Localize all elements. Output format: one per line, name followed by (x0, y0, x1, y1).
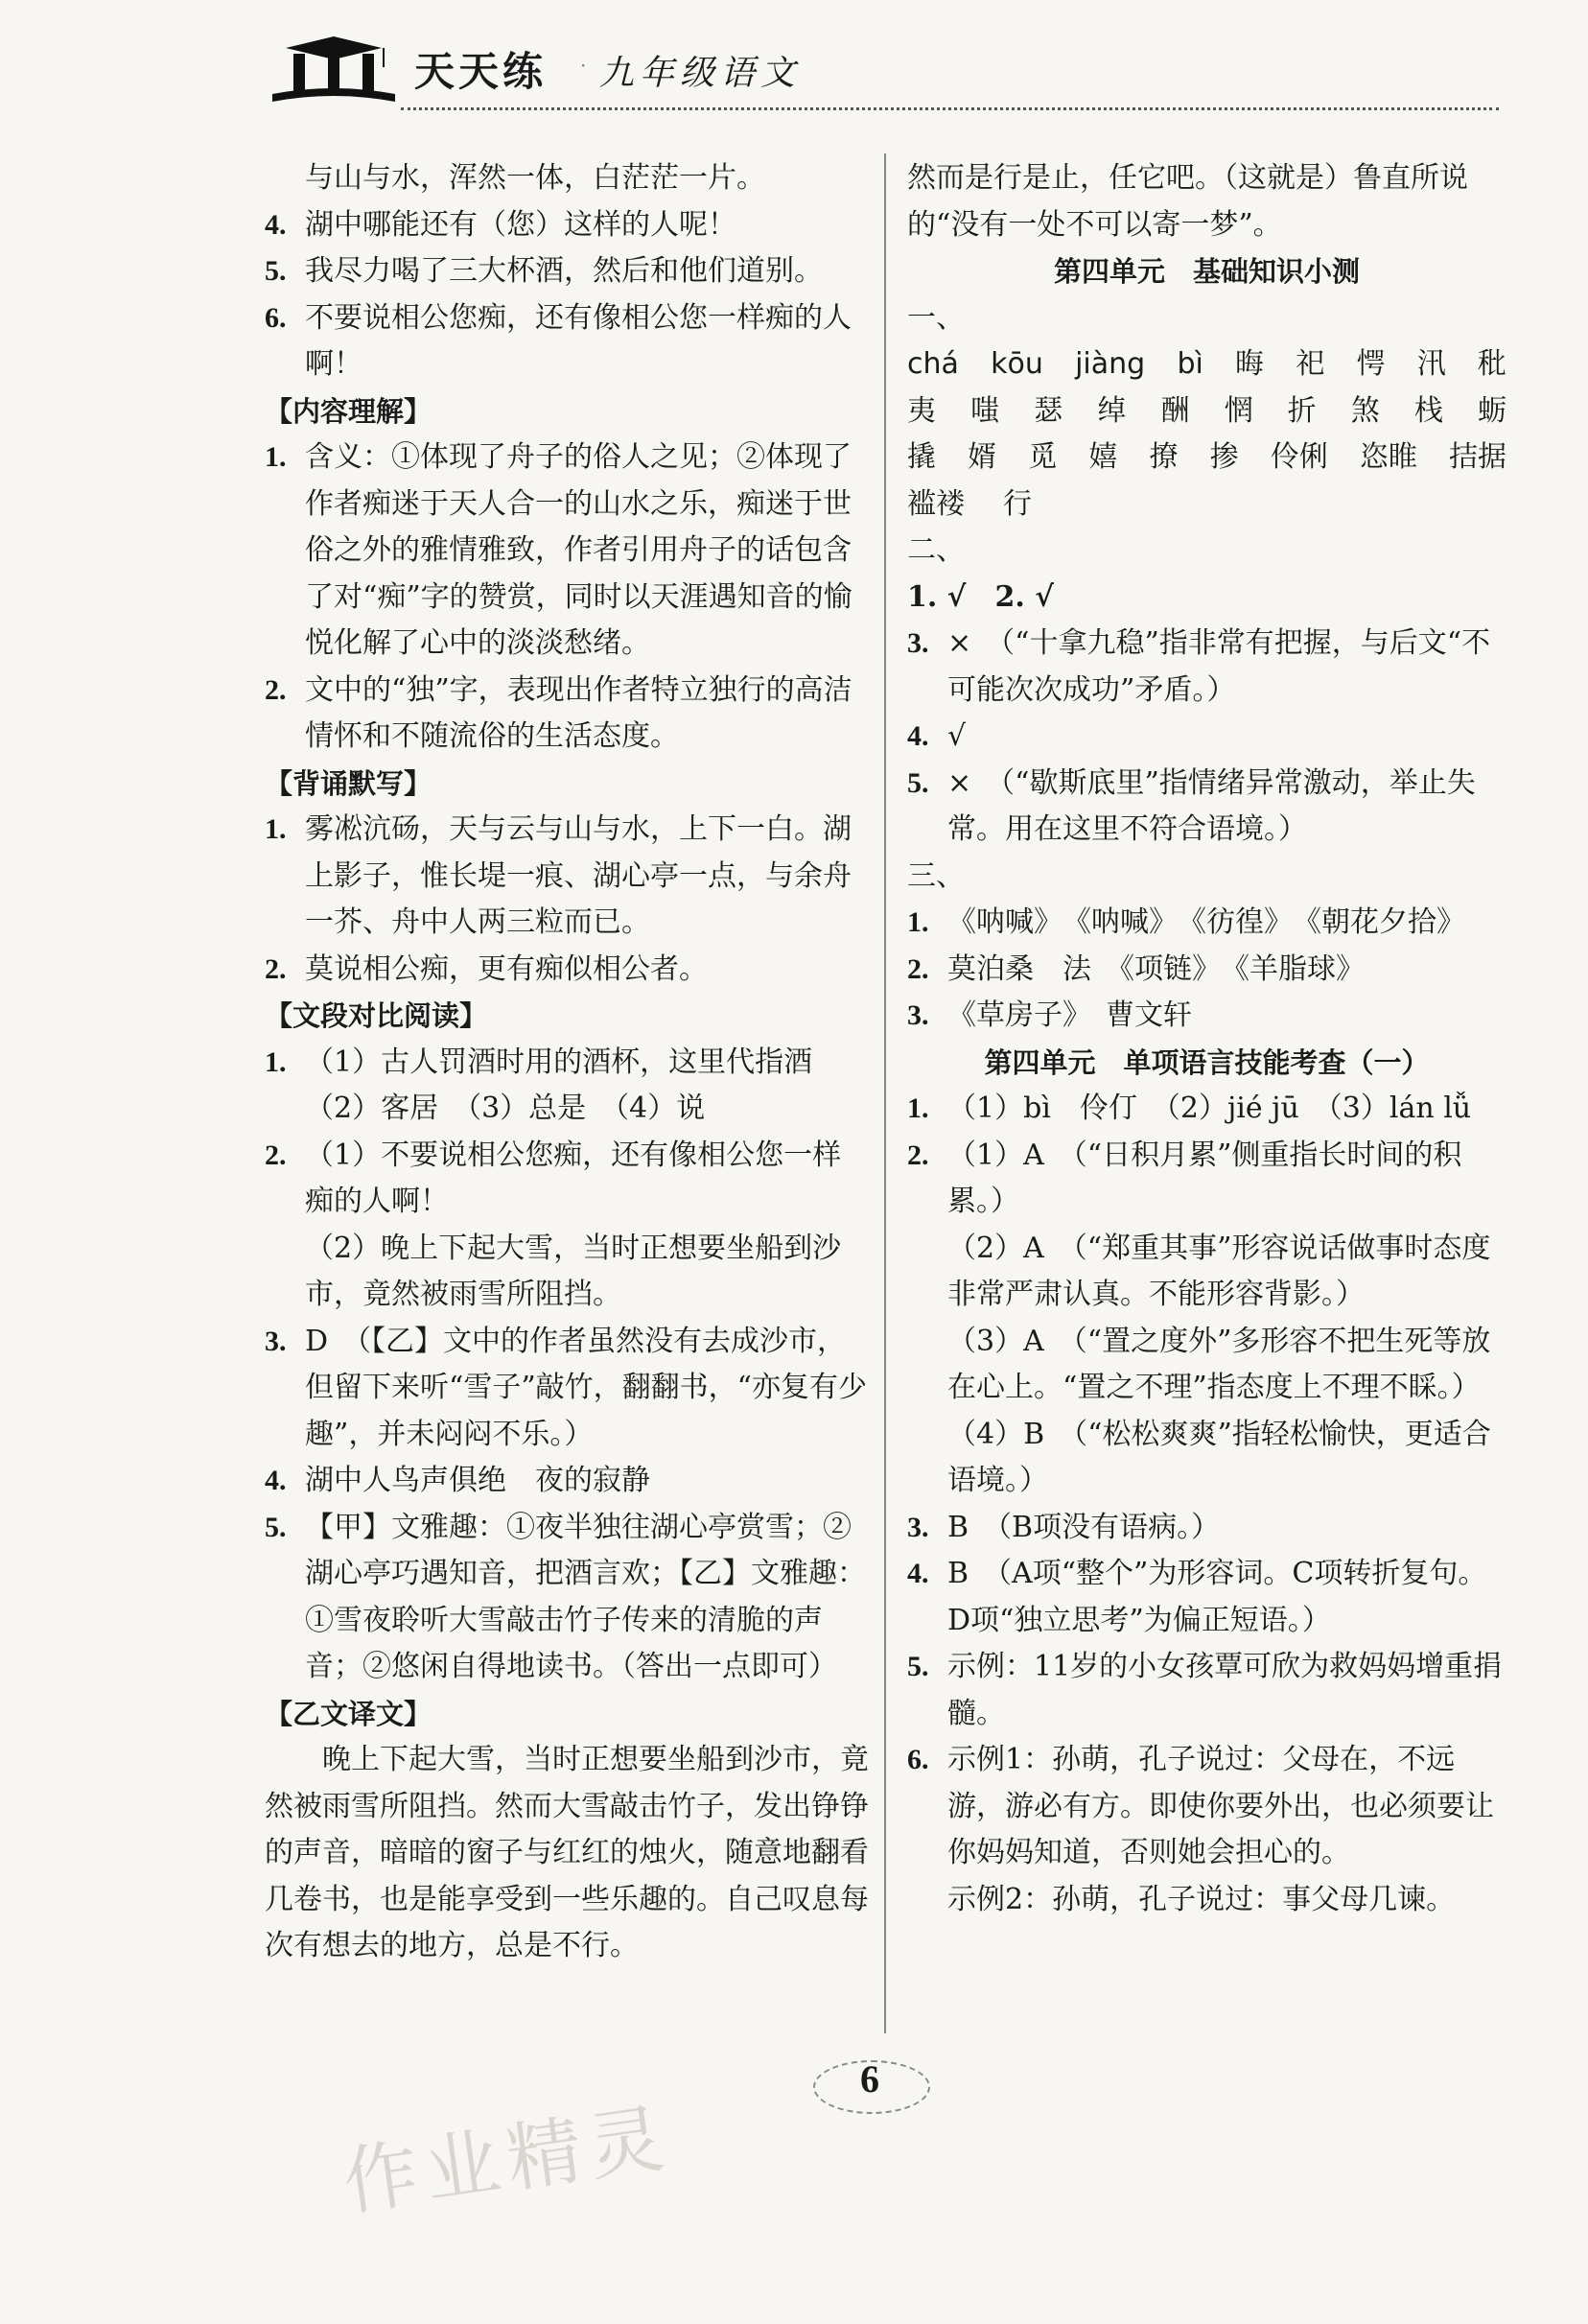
grid-cell: 拮据 (1449, 440, 1506, 474)
grid-cell: 秕 (1477, 347, 1506, 381)
grid-cell: chá (907, 347, 959, 381)
answer-item: 3. D （【乙】文中的作者虽然没有去成沙市，但留下来听“雪子”敲竹，翻翻书，“亦复有少趣”，并未闷闷不乐。） (265, 1324, 868, 1451)
grid-row (907, 388, 1506, 435)
watermark: 作业精灵 (338, 2095, 677, 2227)
grid-cell: 婿 (968, 440, 997, 474)
section-heading: 【内容理解】 (265, 394, 432, 428)
grid-cell: 愕 (1356, 347, 1386, 381)
part-label: 三、 (907, 858, 965, 893)
character-grid (907, 341, 1506, 528)
answer-item: 1. 含义：①体现了舟子的俗人之见；②体现了作者痴迷于天人合一的山水之乐，痴迷于世俗之外的雅情雅致，作者引用舟子的话包含了对“痴”字的赞赏，同时以天涯遇知音的愉悦化解了心中的淡淡愁绪。 (265, 440, 852, 660)
answer-item: 1. （1）bì 伶仃 （2）jié jū （3）lán lǚ (907, 1092, 1472, 1125)
grid-cell: kōu (991, 347, 1043, 381)
grid-cell: 掺 (1209, 440, 1239, 474)
answer-item: 3. B （B项没有语病。） (907, 1510, 1221, 1544)
answer-item: 5. × （“歇斯底里”指情绪异常激动，举止失常。用在这里不符合语境。） (907, 765, 1476, 846)
section-heading: 【背诵默写】 (265, 766, 432, 800)
grid-row (907, 341, 1506, 388)
grid-cell: 晦 (1235, 347, 1265, 381)
answer-continuation: 示例2：孙萌，孔子说过：事父母几谏。 (947, 1882, 1456, 1916)
answer-item: 4. B （A项“整个”为形容词。C项转折复句。D项“独立思考”为偏正短语。） (907, 1557, 1487, 1637)
grid-cell: bì (1177, 347, 1203, 381)
answer-item: 2. （1）A （“日积月累”侧重指长时间的积累。） (907, 1138, 1462, 1218)
answer-item: 3. 《草房子》 曹文轩 (907, 998, 1192, 1032)
grid-cell: jiàng (1075, 347, 1146, 381)
answer-item: 2. 莫泊桑 法 《项链》 《羊脂球》 (907, 951, 1365, 986)
answer-item: 4. √ (907, 719, 967, 753)
answer-continuation: （3）A （“置之度外”多形容不把生死等放在心上。“置之不理”指态度上不理不睬。） (947, 1324, 1491, 1404)
grid-cell: 夷 (907, 393, 936, 428)
grid-row (907, 434, 1506, 481)
answer-item: 3. × （“十拿九稳”指非常有把握，与后文“不可能次次成功”矛盾。） (907, 626, 1491, 707)
page-number: 6 (860, 2057, 879, 2101)
grid-cell: 折 (1287, 393, 1317, 428)
translation-paragraph: 晚上下起大雪，当时正想要坐船到沙市，竟然被雨雪所阻挡。然而大雪敲击竹子，发出铮铮的声音，暗暗的窗子与红红的烛火，随意地翻看几卷书，也是能享受到一些乐趣的。自己叹息每次有想去的地方，总是不行。 (265, 1743, 869, 1962)
page-number-badge (813, 2053, 928, 2120)
answer-item: 1. 《呐喊》 《呐喊》 《彷徨》 《朝花夕拾》 (907, 905, 1465, 939)
grid-cell: 煞 (1350, 393, 1380, 428)
grid-cell: 嗤 (970, 393, 1000, 428)
part-label: 一、 (907, 300, 965, 335)
answer-item: 2. 莫说相公痴，更有痴似相公者。 (265, 951, 708, 986)
answer-item: 6. 不要说相公您痴，还有像相公您一样痴的人啊！ (265, 300, 852, 381)
answer-continuation: （2）客居 （3）总是 （4）说 (305, 1092, 706, 1125)
page-header (0, 0, 1588, 125)
book-logo-icon (267, 35, 401, 111)
answer-continuation: （2）晚上下起大雪，当时正想要坐船到沙市，竟然被雨雪所阻挡。 (305, 1231, 842, 1311)
answer-item: 4. 湖中人鸟声俱绝 夜的寂静 (265, 1464, 650, 1497)
part-label: 二、 (907, 533, 965, 567)
grid-cell: 汛 (1416, 347, 1446, 381)
answer-continuation: （2）A （“郑重其事”形容说话做事时态度非常严肃认真。不能形容背影。） (947, 1231, 1491, 1311)
answer-item: 1. （1）古人罚酒时用的酒杯，这里代指酒 (265, 1045, 813, 1079)
grid-cell: 恣睢 (1359, 440, 1417, 474)
text-line: 与山与水，浑然一体，白茫茫一片。 (305, 161, 765, 195)
answer-item: 1. √ 2. √ (907, 579, 1054, 614)
grid-cell: 栈 (1413, 393, 1443, 428)
left-column (265, 155, 869, 1970)
grid-cell: 瑟 (1034, 393, 1063, 428)
grid-row (907, 481, 1506, 528)
answer-continuation: （4）B （“松松爽爽”指轻松愉快，更适合语境。） (947, 1417, 1491, 1497)
grid-cell: 觅 (1028, 440, 1058, 474)
grid-cell: 酬 (1160, 393, 1190, 428)
answer-item: 6. 示例1：孙萌，孔子说过：父母在，不远游，游必有方。即使你要外出，也必须要让你妈妈知道，否则她会担心的。 (907, 1743, 1494, 1869)
text-line: 然而是行是止，任它吧。（这就是）鲁直所说的“没有一处不可以寄一梦”。 (907, 161, 1468, 242)
brand-title: 天天练 (414, 48, 548, 95)
grid-cell: 撩 (1149, 440, 1179, 474)
answer-item: 4. 湖中哪能还有（您）这样的人呢！ (265, 207, 736, 242)
answer-item: 5. 【甲】文雅趣：①夜半独往湖心亭赏雪；②湖心亭巧遇知音，把酒言欢；【乙】文雅趣：①雪夜聆听大雪敲击竹子传来的清脆的声音；②悠闲自得地读书。（答出一点即可） (265, 1510, 866, 1683)
section-heading: 【乙文译文】 (265, 1697, 432, 1730)
grid-cell: 嬉 (1088, 440, 1118, 474)
title-separator: · (580, 54, 587, 77)
column-divider (884, 153, 886, 2033)
grid-cell: 褴褛 (907, 486, 965, 521)
unit-heading: 第四单元 基础知识小测 (1053, 255, 1360, 288)
grid-cell: 祀 (1296, 347, 1325, 381)
grid-cell: 撬 (907, 440, 936, 474)
right-column (907, 155, 1506, 1923)
answer-item: 5. 我尽力喝了三大杯酒，然后和他们道别。 (265, 254, 823, 288)
grid-cell: 绰 (1097, 393, 1127, 428)
answer-item: 2. （1）不要说相公您痴，还有像相公您一样痴的人啊！ (265, 1138, 842, 1218)
answer-item: 1. 雾凇沆砀，天与云与山与水，上下一白。湖上影子，惟长堤一痕、湖心亭一点，与余舟一芥、舟中人两三粒而已。 (265, 812, 852, 939)
header-rule (401, 107, 1499, 110)
answer-item: 2. 文中的“独”字，表现出作者特立独行的高洁情怀和不随流俗的生活态度。 (265, 672, 852, 753)
book-subtitle: 九年级语文 (599, 54, 802, 93)
grid-cell: 伶俐 (1270, 440, 1328, 474)
grid-cell: 惘 (1224, 393, 1253, 428)
grid-cell: 蛎 (1477, 393, 1506, 428)
unit-heading: 第四单元 单项语言技能考查（一） (984, 1045, 1430, 1079)
answer-item: 5. 示例：11岁的小女孩覃可欣为救妈妈增重捐髓。 (907, 1650, 1503, 1730)
section-heading: 【文段对比阅读】 (265, 999, 488, 1032)
grid-cell: 行 (1003, 486, 1032, 521)
